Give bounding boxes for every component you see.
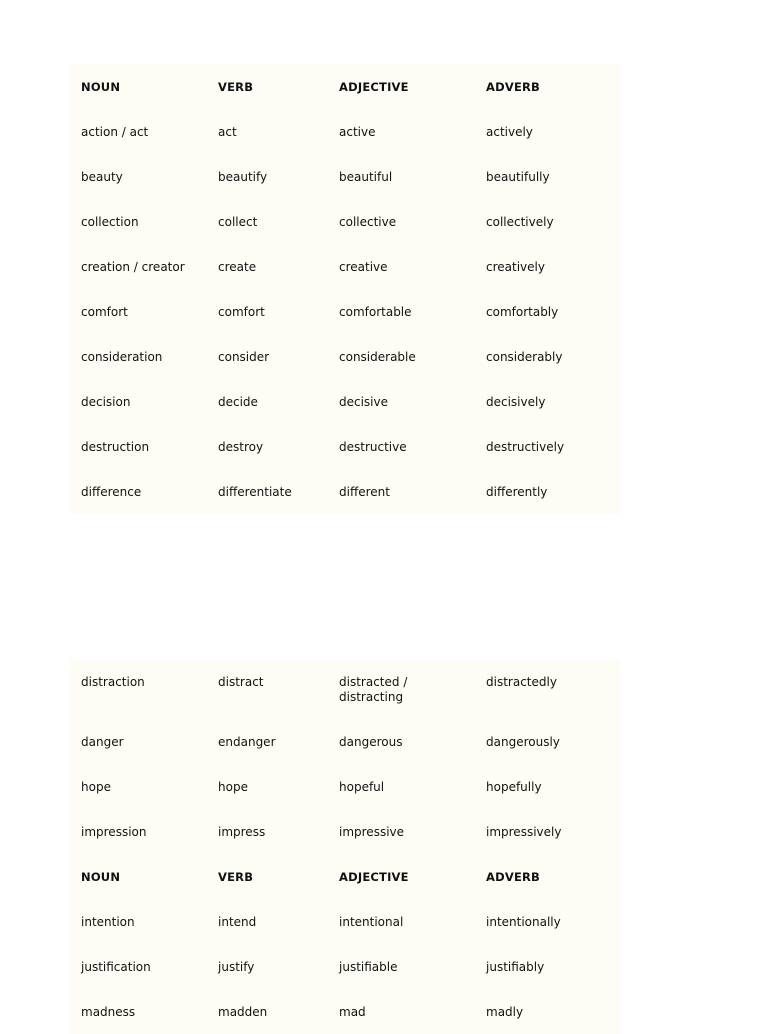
cell-noun: difference [81, 485, 142, 499]
cell-adjective: beautiful [339, 170, 393, 184]
cell-adverb: differently [486, 485, 548, 499]
cell-adjective: dangerous [339, 735, 403, 749]
cell-verb: endanger [218, 735, 276, 749]
cell-noun: destruction [81, 440, 150, 454]
cell-verb: differentiate [218, 485, 292, 499]
cell-adverb: decisively [486, 395, 546, 409]
cell-adverb: hopefully [486, 780, 542, 794]
cell-verb: comfort [218, 305, 265, 319]
table-row [70, 899, 620, 944]
cell-adverb: collectively [486, 215, 554, 229]
cell-adjective: distracted / distracting [339, 675, 408, 704]
cell-verb: decide [218, 395, 258, 409]
cell-adjective: impressive [339, 825, 405, 839]
cell-verb: collect [218, 215, 258, 229]
table-2-body [70, 659, 620, 1034]
table-row [70, 379, 620, 424]
cell-adverb: justifiably [486, 960, 545, 974]
cell-adjective: active [339, 125, 376, 139]
cell-noun: consideration [81, 350, 163, 364]
cell-adverb: impressively [486, 825, 562, 839]
table-row [70, 154, 620, 199]
cell-noun: action / act [81, 125, 149, 139]
cell-noun: comfort [81, 305, 128, 319]
cell-adverb: dangerously [486, 735, 560, 749]
header-cell-adjective: ADJECTIVE [339, 870, 409, 884]
cell-adjective: intentional [339, 915, 404, 929]
header-row [70, 64, 620, 109]
cell-adverb: distractedly [486, 675, 557, 689]
cell-adverb: actively [486, 125, 533, 139]
cell-adverb: destructively [486, 440, 565, 454]
header-cell-verb: VERB [218, 870, 254, 884]
cell-noun: hope [81, 780, 111, 794]
cell-adverb: beautifully [486, 170, 550, 184]
cell-noun: creation / creator [81, 260, 185, 274]
cell-adjective: destructive [339, 440, 407, 454]
cell-verb: impress [218, 825, 266, 839]
header-cell-noun: NOUN [81, 80, 121, 94]
cell-adverb: intentionally [486, 915, 561, 929]
header-cell-verb: VERB [218, 80, 254, 94]
cell-verb: destroy [218, 440, 264, 454]
header-cell-adjective: ADJECTIVE [339, 80, 409, 94]
header-cell-noun: NOUN [81, 870, 121, 884]
word-forms-table-2 [70, 659, 620, 1034]
cell-adverb: creatively [486, 260, 545, 274]
table-row [70, 289, 620, 334]
cell-adjective: decisive [339, 395, 389, 409]
cell-noun: distraction [81, 675, 145, 689]
table-row [70, 334, 620, 379]
cell-noun: decision [81, 395, 131, 409]
cell-adjective: different [339, 485, 390, 499]
table-row [70, 244, 620, 289]
header-cell-adverb: ADVERB [486, 870, 541, 884]
table-row [70, 659, 620, 719]
table-row [70, 809, 620, 854]
cell-verb: distract [218, 675, 264, 689]
cell-verb: act [218, 125, 237, 139]
table-row [70, 424, 620, 469]
cell-noun: intention [81, 915, 135, 929]
cell-adjective: hopeful [339, 780, 385, 794]
table-row [70, 199, 620, 244]
cell-adjective: mad [339, 1005, 366, 1019]
cell-noun: beauty [81, 170, 123, 184]
cell-adjective: justifiable [339, 960, 398, 974]
cell-adverb: madly [486, 1005, 524, 1019]
cell-adverb: considerably [486, 350, 563, 364]
cell-verb: intend [218, 915, 257, 929]
word-forms-table-1 [70, 64, 620, 514]
cell-verb: create [218, 260, 257, 274]
cell-noun: danger [81, 735, 124, 749]
cell-verb: madden [218, 1005, 268, 1019]
table-row [70, 469, 620, 514]
cell-verb: hope [218, 780, 248, 794]
table-row [70, 764, 620, 809]
cell-adjective: comfortable [339, 305, 412, 319]
cell-noun: justification [81, 960, 151, 974]
cell-verb: justify [218, 960, 255, 974]
table-row [70, 719, 620, 764]
cell-noun: collection [81, 215, 139, 229]
cell-noun: madness [81, 1005, 136, 1019]
table-row [70, 989, 620, 1034]
table-1-body [70, 64, 620, 514]
cell-verb: beautify [218, 170, 268, 184]
cell-adjective: creative [339, 260, 388, 274]
table-row [70, 944, 620, 989]
header-row [70, 854, 620, 899]
cell-noun: impression [81, 825, 147, 839]
cell-adjective: considerable [339, 350, 416, 364]
cell-adverb: comfortably [486, 305, 559, 319]
table-row [70, 109, 620, 154]
header-cell-adverb: ADVERB [486, 80, 541, 94]
cell-adjective: collective [339, 215, 397, 229]
cell-verb: consider [218, 350, 270, 364]
